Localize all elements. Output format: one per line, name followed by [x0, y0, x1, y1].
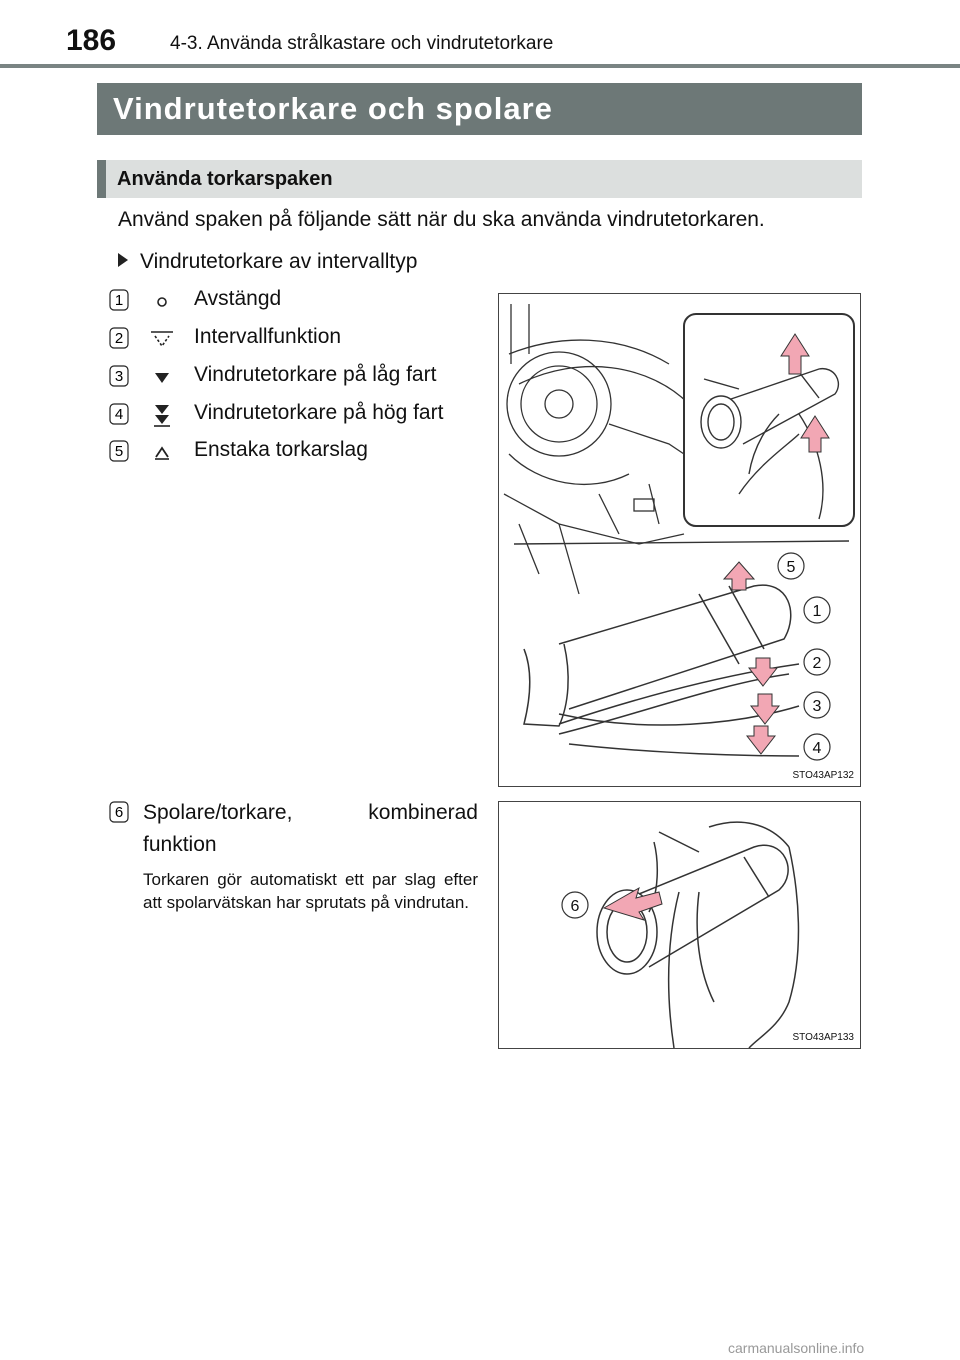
header-rule: [0, 64, 960, 68]
number-text: 2: [114, 330, 124, 347]
subtitle: Använda torkarspaken: [117, 168, 333, 190]
bullet-row: [118, 250, 417, 274]
intro-text: Använd spaken på följande sätt när du ska använda vindrutetorkaren.: [118, 208, 765, 231]
number-badge: [108, 326, 132, 350]
item-label: Avstängd: [194, 287, 282, 310]
subtitle-bar: [97, 160, 862, 198]
number-text: 4: [114, 406, 124, 423]
washer-title: Spolare/torkare, kombinerad: [143, 801, 478, 824]
callout-label: 6: [570, 898, 580, 915]
footer-watermark: carmanualsonline.info: [728, 1340, 865, 1356]
number-badge: [108, 288, 132, 312]
washer-title-continued: funktion: [143, 833, 217, 856]
number-text: 3: [114, 368, 124, 385]
number-badge: [108, 364, 132, 388]
page-title: Vindrutetorkare och spolare: [113, 91, 553, 126]
title-bar: [97, 83, 862, 135]
page-number: 186: [66, 24, 117, 57]
intermittent-icon: [148, 327, 176, 351]
item-label: Intervallfunktion: [194, 325, 342, 348]
bullet-text: Vindrutetorkare av intervalltyp: [140, 250, 418, 273]
high-speed-icon: [148, 403, 176, 427]
callout-label: 1: [812, 603, 822, 620]
figure-code: STO43AP132: [792, 770, 854, 781]
single-wipe-icon: [148, 440, 176, 464]
callout-label: 2: [812, 655, 822, 672]
low-speed-icon: [148, 365, 176, 389]
wiper-lever-illustration: [499, 294, 860, 786]
number-text: 1: [114, 292, 124, 309]
number-badge: [108, 402, 132, 426]
section-header: 4-3. Använda strålkastare och vindrutetorkare: [170, 33, 554, 54]
number-text: 6: [114, 804, 124, 821]
callout-label: 5: [786, 559, 796, 576]
callout-label: 3: [812, 698, 822, 715]
item-label: Vindrutetorkare på låg fart: [194, 363, 437, 386]
number-text: 5: [114, 443, 124, 460]
number-badge: [108, 439, 132, 463]
bullet-triangle-icon: [118, 253, 128, 267]
item-label: Enstaka torkarslag: [194, 438, 368, 461]
wiper-lever-figure: [498, 293, 861, 787]
figure-code: STO43AP133: [792, 1032, 854, 1043]
number-badge: [108, 800, 132, 824]
subtitle-accent: [97, 160, 106, 198]
item-label: Vindrutetorkare på hög fart: [194, 401, 444, 424]
off-icon: [148, 289, 176, 313]
washer-figure: [498, 801, 861, 1049]
washer-lever-illustration: [499, 802, 860, 1048]
callout-label: 4: [812, 740, 822, 757]
washer-description: Torkaren gör automatiskt ett par slag efter att spolarvätskan har sprutats på vindrutan.: [143, 870, 478, 912]
